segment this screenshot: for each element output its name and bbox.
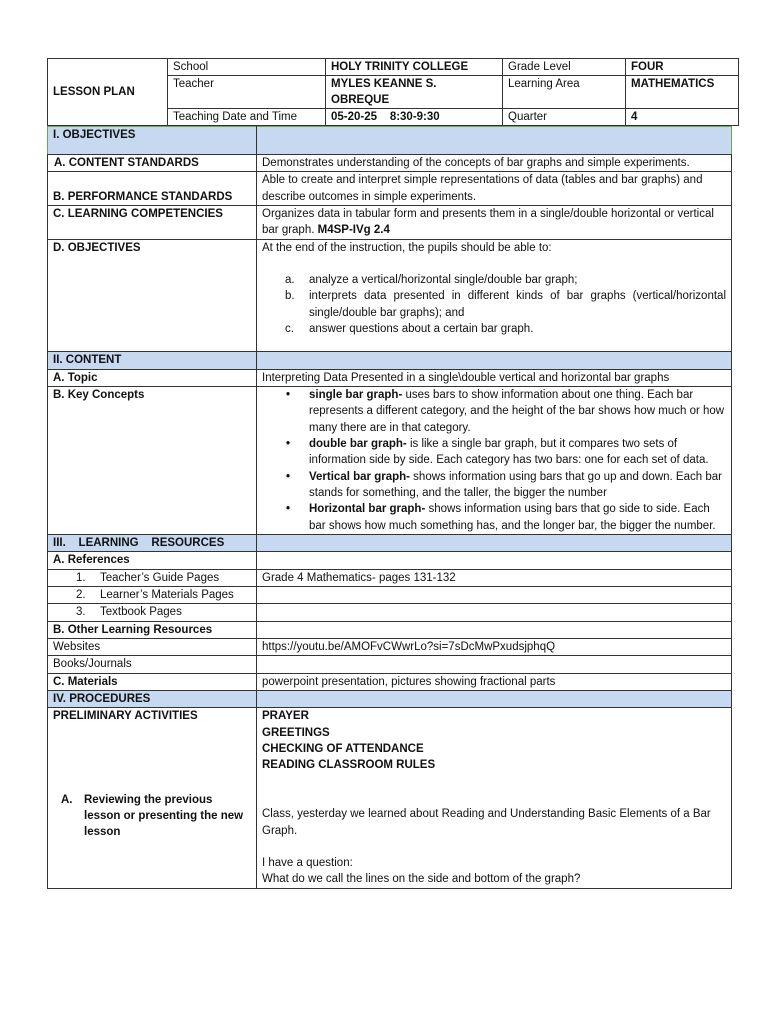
section-title: III. LEARNING RESOURCES: [48, 534, 257, 551]
performance-standards-label: B. PERFORMANCE STANDARDS: [48, 172, 257, 206]
row-performance-standards: [48, 172, 732, 206]
row-key-concepts: [48, 386, 732, 534]
ref-number: 3.: [76, 606, 86, 619]
concept-text: shows information using bars that go up and down. Each bar stands for something, and the taller, the bigger the number: [309, 470, 722, 499]
topic-text: Interpreting Data Presented in a single\double vertical and horizontal bar graphs: [257, 369, 732, 386]
ref-label: Textbook Pages: [100, 606, 182, 619]
list-item: [262, 272, 726, 288]
row-references: [48, 552, 732, 569]
quarter-label: Quarter: [503, 109, 626, 126]
header-row-school: [48, 59, 739, 76]
school-label: School: [168, 59, 326, 76]
concept-text: uses bars to show information about one thing. Each bar represents a different category, and the height of the bar shows how much or how many there are in that category.: [309, 388, 725, 434]
concept-term: Horizontal bar graph-: [309, 503, 426, 516]
ref-label: Learner’s Materials Pages: [100, 588, 234, 601]
list-marker: c.: [285, 322, 294, 335]
row-textbook: [48, 604, 732, 621]
attendance: CHECKING OF ATTENDANCE: [262, 742, 424, 755]
key-concepts-cell: [257, 386, 732, 534]
websites-link[interactable]: https://youtu.be/AMOFvCWwrLo?si=7sDcMwPxudsjphqQ: [257, 638, 732, 655]
classroom-rules: READING CLASSROOM RULES: [262, 759, 436, 772]
review-label-block: [53, 792, 251, 841]
bullet-icon: •: [286, 388, 291, 401]
bullet-icon: •: [286, 503, 291, 516]
grade-level-label: Grade Level: [503, 59, 626, 76]
lesson-plan-table: [47, 126, 732, 889]
list-text: answer questions about a certain bar graph.: [309, 322, 534, 335]
review-mark: A.: [61, 793, 73, 806]
concept-text: is like a single bar graph, but it compares two sets of information side by side. Each category has two bars: one for each set of data.: [309, 437, 709, 467]
list-marker: a.: [285, 273, 295, 286]
list-item: [286, 387, 726, 436]
performance-standards-text: Able to create and interpret simple representations of data (tables and bar graphs) and describe outcomes in simple experiments.: [257, 172, 732, 206]
procedures-cell: [257, 708, 732, 889]
teacher-label: Teacher: [168, 76, 326, 109]
row-preliminary: [48, 708, 732, 889]
review-text: Class, yesterday we learned about Reading and Understanding Basic Elements of a Bar Graph.: [262, 808, 711, 837]
row-content-standards: [48, 155, 732, 172]
row-websites: [48, 638, 732, 655]
section-title: I. OBJECTIVES: [48, 127, 257, 155]
school-value: HOLY TRINITY COLLEGE: [326, 59, 503, 76]
materials-label: C. Materials: [48, 673, 257, 690]
bullet-icon: •: [286, 470, 291, 483]
section-procedures: [48, 690, 732, 707]
list-item: [262, 288, 726, 321]
row-teachers-guide: [48, 569, 732, 586]
list-marker: b.: [285, 290, 295, 303]
learning-area-value: MATHEMATICS: [626, 76, 739, 109]
ref-number: 2.: [76, 588, 86, 601]
row-learners-materials: [48, 586, 732, 603]
content-standards-text: Demonstrates understanding of the concepts of bar graphs and simple experiments.: [257, 155, 732, 172]
quarter-value: 4: [626, 109, 739, 126]
date-label: Teaching Date and Time: [168, 109, 326, 126]
question-intro: I have a question:: [262, 857, 353, 870]
list-item: [286, 436, 726, 469]
list-item: [286, 501, 726, 534]
row-objectives: [48, 239, 732, 352]
objectives-list: [262, 272, 726, 337]
learning-competencies-text: Organizes data in tabular form and presents them in a single/double horizontal or vertical bar graph.: [262, 207, 714, 237]
ref-value: [257, 604, 732, 621]
content-standards-label: A. CONTENT STANDARDS: [48, 155, 257, 172]
websites-label: Websites: [48, 638, 257, 655]
ref-value: [257, 586, 732, 603]
learning-competencies-cell: [257, 205, 732, 239]
ref-number: 1.: [76, 571, 86, 584]
concept-text: shows information using bars that go side to side. Each bar shows how much something has, and the longer bar, the bigger the number.: [309, 503, 716, 532]
objectives-intro: At the end of the instruction, the pupils should be able to:: [262, 241, 552, 254]
row-learning-competencies: [48, 205, 732, 239]
date-value: 05-20-25 8:30-9:30: [326, 109, 503, 126]
concept-term: single bar graph-: [309, 388, 403, 401]
list-text: interprets data presented in different kinds of bar graphs (vertical/horizontal single/double bar graphs); and: [309, 290, 726, 319]
list-item: [286, 469, 726, 502]
topic-label: A. Topic: [48, 369, 257, 386]
teacher-value: MYLES KEANNE S. OBREQUE: [326, 76, 503, 109]
row-topic: [48, 369, 732, 386]
objectives-label: D. OBJECTIVES: [48, 239, 257, 352]
key-concepts-label: B. Key Concepts: [48, 386, 257, 534]
key-concepts-list: [262, 387, 726, 534]
concept-term: double bar graph-: [309, 437, 407, 450]
list-item: [262, 321, 726, 337]
preliminary-label: PRELIMINARY ACTIVITIES: [53, 710, 198, 723]
row-other-resources: [48, 621, 732, 638]
objectives-cell: [257, 239, 732, 352]
competency-code: M4SP-IVg 2.4: [317, 224, 390, 237]
section-resources: [48, 534, 732, 551]
question-text: What do we call the lines on the side and bottom of the graph?: [262, 873, 581, 886]
bullet-icon: •: [286, 437, 291, 450]
row-materials: [48, 673, 732, 690]
section-objectives: [48, 127, 732, 155]
prayer: PRAYER: [262, 710, 309, 723]
section-content: [48, 352, 732, 369]
references-label: A. References: [48, 552, 257, 569]
books-label: Books/Journals: [48, 656, 257, 673]
materials-text: powerpoint presentation, pictures showing fractional parts: [257, 673, 732, 690]
concept-term: Vertical bar graph-: [309, 470, 410, 483]
lesson-plan-label: LESSON PLAN: [48, 59, 168, 126]
review-label: Reviewing the previous lesson or presenting the new lesson: [84, 793, 244, 839]
ref-value: Grade 4 Mathematics- pages 131-132: [257, 569, 732, 586]
section-title: II. CONTENT: [48, 352, 257, 369]
header-table: [47, 58, 739, 126]
greetings: GREETINGS: [262, 726, 330, 739]
other-resources-label: B. Other Learning Resources: [48, 621, 257, 638]
list-text: analyze a vertical/horizontal single/double bar graph;: [309, 273, 578, 286]
section-title: IV. PROCEDURES: [48, 690, 257, 707]
grade-level-value: FOUR: [626, 59, 739, 76]
row-books: [48, 656, 732, 673]
ref-label: Teacher’s Guide Pages: [100, 571, 220, 584]
learning-area-label: Learning Area: [503, 76, 626, 109]
learning-competencies-label: C. LEARNING COMPETENCIES: [48, 205, 257, 239]
